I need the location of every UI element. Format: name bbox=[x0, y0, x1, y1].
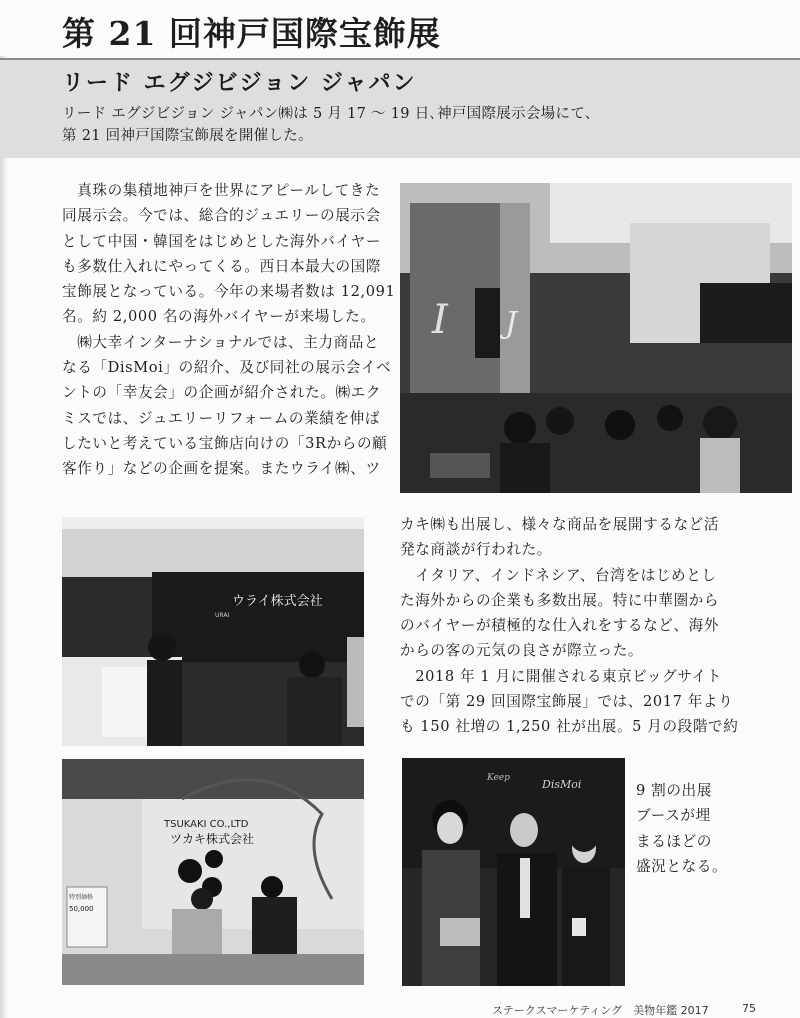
lead-line-1: リード エグジビジョン ジャパン㈱は 5 月 17 ～ 19 日､神戸国際展示会場にて、 bbox=[62, 106, 600, 122]
subtitle-band bbox=[0, 58, 800, 158]
text-line: のバイヤーが積極的な仕入れをするなど、海外 bbox=[400, 617, 720, 635]
tsukaki-sign-en: TSUKAKI CO.,LTD bbox=[164, 819, 249, 830]
exhibition-hall-photo bbox=[400, 183, 792, 493]
text-line: まるほどの bbox=[636, 832, 712, 850]
company-subtitle: リード エグジビジョン ジャパン bbox=[62, 70, 417, 96]
text-line: ントの「幸友会」の企画が紹介された。㈱エク bbox=[62, 384, 382, 402]
dismoi-booth-people-photo bbox=[402, 758, 625, 986]
text-line: 9 割の出展 bbox=[636, 782, 712, 799]
text-line: からの客の元気の良さが際立った。 bbox=[400, 642, 644, 660]
text-line: イタリア、インドネシア、台湾をはじめとし bbox=[400, 566, 717, 584]
keep-booth-text: Keep bbox=[487, 773, 510, 783]
text-line: 同展示会。今では、総合的ジュエリーの展示会 bbox=[62, 207, 381, 225]
text-line: た海外からの企業も多数出展。特に中華圏から bbox=[400, 591, 720, 609]
svg-text:I: I bbox=[432, 297, 448, 343]
title-band bbox=[0, 0, 800, 56]
text-line: 真珠の集積地神戸を世界にアピールしてきた bbox=[62, 182, 381, 199]
text-line: ㈱大幸インターナショナルでは、主力商品と bbox=[62, 333, 380, 351]
text-line: も 150 社増の 1,250 社が出展。5 月の段階で約 bbox=[400, 718, 739, 736]
article-column-bottom-right bbox=[636, 778, 727, 879]
lead-line-2: 第 21 回神戸国際宝飾展を開催した。 bbox=[62, 128, 313, 144]
tsukaki-sign-jp: ツカキ株式会社 bbox=[170, 832, 255, 846]
tsukaki-price-tag-label: 特別価格 bbox=[69, 894, 94, 901]
text-line: ミスでは、ジュエリーリフォームの業績を伸ば bbox=[62, 409, 381, 427]
svg-text:J: J bbox=[505, 306, 518, 341]
urai-booth-photo bbox=[62, 517, 364, 746]
text-line: したいと考えている宝飾店向けの「3Rからの顧 bbox=[62, 434, 388, 452]
page-number: 75 bbox=[742, 1002, 756, 1015]
dismoi-booth-text: DisMoi bbox=[542, 778, 582, 791]
text-line: での「第 29 回国際宝飾展」では、2017 年より bbox=[400, 693, 734, 711]
text-line: なる「DisMoi」の紹介、及び同社の展示会イベ bbox=[62, 359, 392, 377]
text-line: ブースが埋 bbox=[636, 807, 711, 825]
tsukaki-booth-photo bbox=[62, 759, 364, 985]
tsukaki-price: 50,000 bbox=[69, 905, 94, 913]
page-title: 第 21 回神戸国際宝飾展 bbox=[62, 14, 441, 53]
article-column-mid-right bbox=[400, 512, 738, 740]
text-line: も多数仕入れにやってくる。西日本最大の国際 bbox=[62, 257, 382, 275]
footer-magazine-name: ステークスマーケティング 美物年鑑 2017 bbox=[492, 1004, 709, 1017]
urai-booth-sign: ウライ株式会社 bbox=[232, 594, 323, 609]
text-line: 発な商談が行われた。 bbox=[400, 541, 552, 559]
text-line: 2018 年 1 月に開催される東京ビッグサイト bbox=[400, 667, 722, 685]
text-line: 名。約 2,000 名の海外バイヤーが来場した。 bbox=[62, 308, 376, 326]
text-line: カキ㈱も出展し、様々な商品を展開するなど活 bbox=[400, 516, 720, 533]
text-line: として中国・韓国をはじめとした海外バイヤー bbox=[62, 232, 382, 250]
urai-logo: URAI bbox=[215, 612, 230, 619]
article-column-top-left bbox=[62, 178, 395, 482]
text-line: 客作り」などの企画を提案。またウライ㈱、ツ bbox=[62, 460, 381, 478]
text-line: 盛況となる。 bbox=[636, 857, 728, 875]
text-line: 宝飾展となっている。今年の来場者数は 12,091 bbox=[62, 283, 396, 301]
